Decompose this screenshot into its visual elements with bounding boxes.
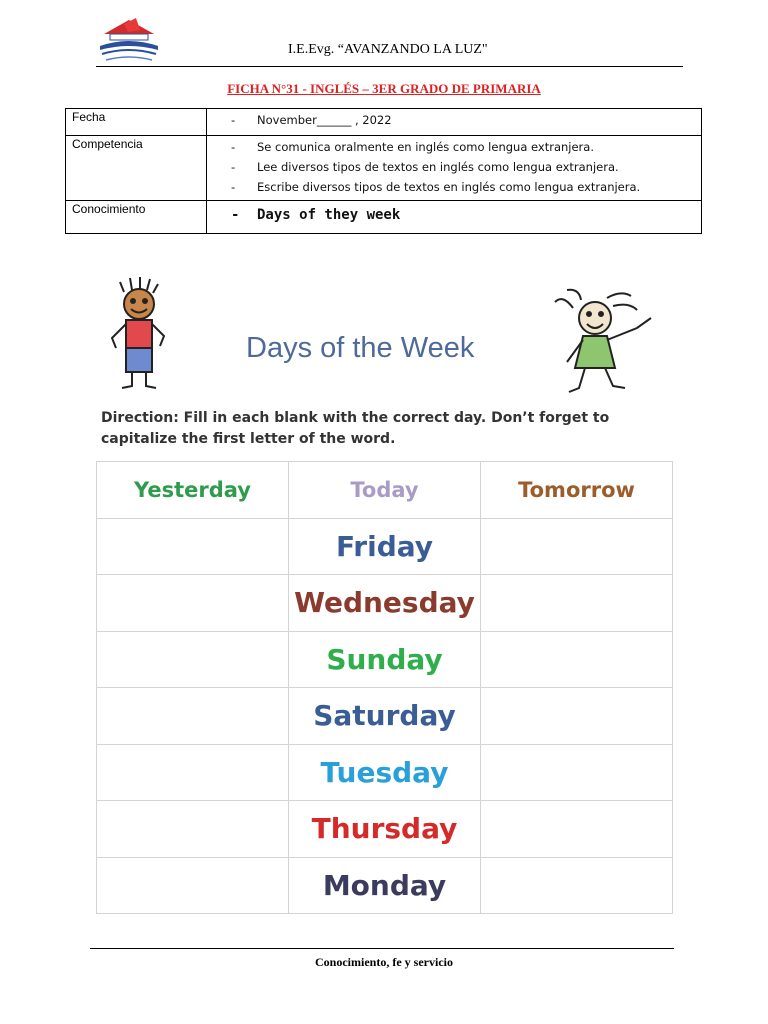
today-day: Tuesday xyxy=(289,744,481,801)
school-logo-icon xyxy=(96,16,162,66)
yesterday-blank[interactable] xyxy=(97,575,289,632)
info-table xyxy=(65,108,702,234)
boy-illustration-icon xyxy=(106,276,172,394)
tomorrow-blank[interactable] xyxy=(481,744,673,801)
fecha-value-cell xyxy=(207,109,702,136)
table-row xyxy=(97,801,673,858)
table-row xyxy=(97,518,673,575)
tomorrow-blank[interactable] xyxy=(481,518,673,575)
today-day: Wednesday xyxy=(289,575,481,632)
competencia-item: Se comunica oralmente en inglés como lengua extranjera. xyxy=(257,140,594,154)
fecha-value: November______ , 2022 xyxy=(257,113,392,127)
tomorrow-blank[interactable] xyxy=(481,575,673,632)
table-row xyxy=(97,744,673,801)
list-dash: - xyxy=(231,113,236,127)
fecha-label: Fecha xyxy=(66,109,207,136)
today-day: Sunday xyxy=(289,631,481,688)
competencia-list xyxy=(207,136,702,201)
yesterday-blank[interactable] xyxy=(97,744,289,801)
today-day: Friday xyxy=(289,518,481,575)
tomorrow-blank[interactable] xyxy=(481,631,673,688)
competencia-item: Lee diversos tipos de textos en inglés como lengua extranjera. xyxy=(257,160,619,174)
days-table xyxy=(96,461,673,914)
yesterday-blank[interactable] xyxy=(97,688,289,745)
table-row xyxy=(97,631,673,688)
header-yesterday: Yesterday xyxy=(97,462,289,519)
conocimiento-value: Days of they week xyxy=(257,207,401,223)
tomorrow-blank[interactable] xyxy=(481,688,673,745)
list-dash: - xyxy=(231,160,236,174)
footer-motto: Conocimiento, fe y servicio xyxy=(315,955,453,969)
table-row xyxy=(97,857,673,914)
list-dash: - xyxy=(231,180,236,194)
direction-text: Direction: Fill in each blank with the correct day. Don’t forget to capitalize the first letter of the word. xyxy=(101,410,610,447)
header-tomorrow: Tomorrow xyxy=(481,462,673,519)
competencia-label: Competencia xyxy=(66,136,207,201)
yesterday-blank[interactable] xyxy=(97,801,289,858)
info-row-conocimiento xyxy=(66,201,702,234)
girl-illustration-icon xyxy=(553,288,665,396)
header-today: Today xyxy=(289,462,481,519)
school-name: I.E.Evg. “AVANZANDO LA LUZ" xyxy=(288,42,488,57)
yesterday-blank[interactable] xyxy=(97,631,289,688)
tomorrow-blank[interactable] xyxy=(481,857,673,914)
list-dash: - xyxy=(231,207,240,223)
today-day: Thursday xyxy=(289,801,481,858)
footer-divider xyxy=(90,948,674,949)
competencia-item: Escribe diversos tipos de textos en inglés como lengua extranjera. xyxy=(257,180,641,194)
yesterday-blank[interactable] xyxy=(97,518,289,575)
info-row-competencia xyxy=(66,136,702,201)
table-row xyxy=(97,688,673,745)
header-divider xyxy=(96,66,683,67)
table-row xyxy=(97,575,673,632)
days-header-row xyxy=(97,462,673,519)
today-day: Saturday xyxy=(289,688,481,745)
yesterday-blank[interactable] xyxy=(97,857,289,914)
worksheet-title: Days of the Week xyxy=(246,332,475,364)
list-dash: - xyxy=(231,140,236,154)
today-day: Monday xyxy=(289,857,481,914)
conocimiento-label: Conocimiento xyxy=(66,201,207,234)
info-row-fecha xyxy=(66,109,702,136)
worksheet-code-title: FICHA N°31 - INGLÉS – 3ER GRADO DE PRIMARIA xyxy=(227,81,541,96)
tomorrow-blank[interactable] xyxy=(481,801,673,858)
conocimiento-value-cell xyxy=(207,201,702,234)
